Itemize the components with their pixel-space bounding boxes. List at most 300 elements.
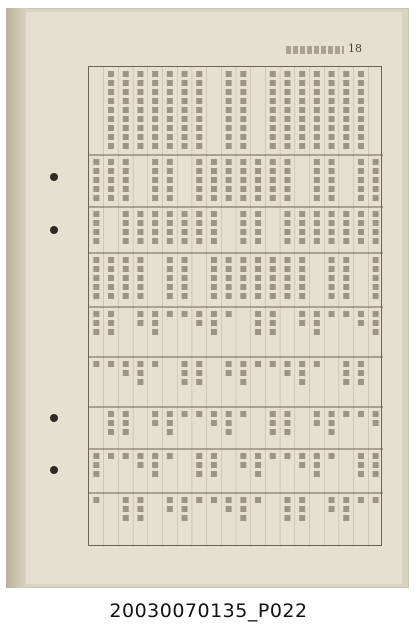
vertical-text-glyph: [108, 420, 114, 426]
vertical-text-glyph: [299, 80, 305, 86]
vertical-text-glyph: [167, 143, 173, 149]
vertical-text-glyph: [123, 257, 129, 263]
vertical-text-glyph: [314, 107, 320, 113]
vertical-text-glyph: [329, 143, 335, 149]
vertical-text-glyph: [226, 506, 232, 512]
vertical-text-glyph: [182, 370, 188, 376]
vertical-text-glyph: [123, 71, 129, 77]
vertical-text-glyph: [299, 293, 305, 299]
vertical-text-glyph: [196, 379, 202, 385]
vertical-text-glyph: [329, 159, 335, 165]
vertical-text-glyph: [211, 195, 217, 201]
vertical-text-glyph: [270, 453, 276, 459]
vertical-text-glyph: [343, 361, 349, 367]
vertical-text-glyph: [152, 420, 158, 426]
vertical-text-glyph: [182, 98, 188, 104]
vertical-text-glyph: [226, 429, 232, 435]
vertical-text-glyph: [343, 257, 349, 263]
vertical-text-glyph: [255, 453, 261, 459]
vertical-text-glyph: [93, 497, 99, 503]
vertical-text-glyph: [373, 266, 379, 272]
vertical-text-glyph: [167, 80, 173, 86]
vertical-text-glyph: [167, 453, 173, 459]
vertical-text-glyph: [167, 159, 173, 165]
vertical-text-glyph: [358, 211, 364, 217]
vertical-text-glyph: [270, 411, 276, 417]
vertical-text-glyph: [211, 229, 217, 235]
vertical-text-glyph: [343, 411, 349, 417]
vertical-text-glyph: [196, 134, 202, 140]
vertical-text-glyph: [196, 361, 202, 367]
vertical-text-glyph: [123, 229, 129, 235]
vertical-text-glyph: [299, 238, 305, 244]
vertical-text-glyph: [123, 220, 129, 226]
vertical-text-glyph: [299, 98, 305, 104]
vertical-text-glyph: [182, 107, 188, 113]
vertical-text-glyph: [284, 220, 290, 226]
vertical-text-glyph: [343, 211, 349, 217]
vertical-text-glyph: [137, 89, 143, 95]
vertical-text-glyph: [373, 471, 379, 477]
vertical-text-glyph: [196, 177, 202, 183]
vertical-text-glyph: [240, 462, 246, 468]
vertical-text-glyph: [167, 89, 173, 95]
vertical-text-glyph: [299, 284, 305, 290]
vertical-text-glyph: [123, 420, 129, 426]
vertical-text-glyph: [226, 420, 232, 426]
vertical-text-glyph: [299, 379, 305, 385]
vertical-text-glyph: [329, 311, 335, 317]
vertical-text-glyph: [255, 211, 261, 217]
binding-edge: [6, 8, 28, 588]
vertical-text-glyph: [211, 257, 217, 263]
vertical-text-glyph: [240, 125, 246, 131]
vertical-text-glyph: [137, 266, 143, 272]
vertical-text-glyph: [211, 453, 217, 459]
vertical-text-glyph: [226, 257, 232, 263]
vertical-text-glyph: [284, 177, 290, 183]
vertical-text-glyph: [182, 515, 188, 521]
vertical-text-glyph: [270, 311, 276, 317]
vertical-text-glyph: [93, 361, 99, 367]
vertical-text-glyph: [240, 293, 246, 299]
vertical-text-glyph: [314, 220, 320, 226]
vertical-text-glyph: [152, 229, 158, 235]
vertical-text-glyph: [152, 453, 158, 459]
vertical-text-glyph: [211, 320, 217, 326]
vertical-text-glyph: [299, 211, 305, 217]
vertical-text-glyph: [167, 220, 173, 226]
vertical-text-glyph: [373, 238, 379, 244]
vertical-text-glyph: [226, 186, 232, 192]
vertical-text-glyph: [123, 125, 129, 131]
vertical-text-glyph: [137, 293, 143, 299]
vertical-text-glyph: [108, 311, 114, 317]
vertical-text-glyph: [211, 159, 217, 165]
vertical-text-glyph: [226, 370, 232, 376]
vertical-text-glyph: [240, 229, 246, 235]
vertical-text-glyph: [167, 311, 173, 317]
vertical-text-glyph: [358, 462, 364, 468]
vertical-text-glyph: [329, 89, 335, 95]
vertical-text-glyph: [123, 80, 129, 86]
vertical-text-glyph: [108, 453, 114, 459]
vertical-text-glyph: [314, 462, 320, 468]
vertical-text-glyph: [284, 195, 290, 201]
vertical-text-glyph: [152, 168, 158, 174]
vertical-text-glyph: [226, 98, 232, 104]
vertical-text-glyph: [329, 284, 335, 290]
vertical-text-glyph: [343, 293, 349, 299]
vertical-text-glyph: [108, 293, 114, 299]
vertical-text-glyph: [123, 143, 129, 149]
vertical-text-glyph: [211, 266, 217, 272]
vertical-text-glyph: [373, 229, 379, 235]
vertical-text-glyph: [182, 125, 188, 131]
vertical-text-glyph: [93, 257, 99, 263]
vertical-text-glyph: [108, 177, 114, 183]
vertical-text-glyph: [284, 134, 290, 140]
vertical-text-glyph: [108, 257, 114, 263]
vertical-text-glyph: [152, 238, 158, 244]
vertical-text-glyph: [152, 220, 158, 226]
vertical-text-glyph: [329, 420, 335, 426]
vertical-text-glyph: [373, 168, 379, 174]
vertical-text-glyph: [314, 116, 320, 122]
vertical-text-glyph: [358, 361, 364, 367]
vertical-text-glyph: [270, 257, 276, 263]
vertical-text-glyph: [240, 177, 246, 183]
vertical-text-glyph: [196, 168, 202, 174]
vertical-text-glyph: [284, 266, 290, 272]
vertical-text-glyph: [152, 143, 158, 149]
vertical-text-glyph: [123, 89, 129, 95]
vertical-text-glyph: [329, 497, 335, 503]
vertical-text-glyph: [329, 80, 335, 86]
vertical-text-glyph: [329, 71, 335, 77]
vertical-text-glyph: [240, 107, 246, 113]
vertical-text-glyph: [329, 293, 335, 299]
vertical-text-glyph: [108, 361, 114, 367]
vertical-text-glyph: [196, 80, 202, 86]
vertical-text-glyph: [358, 320, 364, 326]
vertical-text-glyph: [93, 195, 99, 201]
vertical-text-glyph: [270, 195, 276, 201]
vertical-text-glyph: [123, 275, 129, 281]
vertical-text-glyph: [167, 186, 173, 192]
vertical-text-glyph: [182, 311, 188, 317]
vertical-text-glyph: [211, 471, 217, 477]
vertical-text-glyph: [167, 116, 173, 122]
vertical-text-glyph: [343, 379, 349, 385]
vertical-text-glyph: [314, 98, 320, 104]
vertical-text-glyph: [373, 420, 379, 426]
vertical-text-glyph: [314, 71, 320, 77]
vertical-text-glyph: [196, 462, 202, 468]
vertical-text-glyph: [240, 80, 246, 86]
vertical-text-glyph: [240, 497, 246, 503]
vertical-text-glyph: [182, 257, 188, 263]
vertical-text-glyph: [255, 159, 261, 165]
vertical-text-glyph: [314, 329, 320, 335]
vertical-text-glyph: [152, 159, 158, 165]
binding-hole: [50, 173, 58, 181]
vertical-text-glyph: [226, 361, 232, 367]
page-number: 18: [348, 42, 362, 55]
vertical-text-glyph: [299, 107, 305, 113]
vertical-text-glyph: [314, 320, 320, 326]
vertical-text-glyph: [358, 238, 364, 244]
vertical-text-glyph: [240, 266, 246, 272]
vertical-text-glyph: [240, 284, 246, 290]
vertical-text-glyph: [358, 143, 364, 149]
vertical-text-glyph: [123, 361, 129, 367]
vertical-text-glyph: [108, 168, 114, 174]
vertical-text-glyph: [314, 143, 320, 149]
vertical-text-glyph: [240, 168, 246, 174]
vertical-text-glyph: [329, 229, 335, 235]
vertical-text-glyph: [284, 89, 290, 95]
vertical-text-glyph: [329, 168, 335, 174]
vertical-text-glyph: [196, 220, 202, 226]
vertical-text-glyph: [226, 125, 232, 131]
vertical-text-glyph: [196, 98, 202, 104]
vertical-text-glyph: [167, 257, 173, 263]
vertical-text-glyph: [240, 257, 246, 263]
vertical-text-glyph: [196, 159, 202, 165]
vertical-text-glyph: [240, 134, 246, 140]
vertical-text-glyph: [137, 134, 143, 140]
vertical-text-glyph: [373, 195, 379, 201]
vertical-text-glyph: [255, 497, 261, 503]
vertical-text-glyph: [284, 361, 290, 367]
vertical-text-glyph: [358, 229, 364, 235]
vertical-text-glyph: [196, 89, 202, 95]
vertical-text-glyph: [123, 107, 129, 113]
vertical-text-glyph: [299, 462, 305, 468]
vertical-text-glyph: [255, 471, 261, 477]
vertical-text-glyph: [123, 211, 129, 217]
vertical-text-glyph: [167, 229, 173, 235]
vertical-text-glyph: [255, 229, 261, 235]
vertical-text-glyph: [240, 238, 246, 244]
vertical-text-glyph: [152, 71, 158, 77]
vertical-text-glyph: [196, 453, 202, 459]
vertical-text-glyph: [358, 453, 364, 459]
vertical-text-glyph: [123, 195, 129, 201]
vertical-text-glyph: [373, 177, 379, 183]
vertical-text-glyph: [373, 211, 379, 217]
vertical-text-glyph: [299, 361, 305, 367]
vertical-text-glyph: [196, 311, 202, 317]
vertical-text-glyph: [152, 471, 158, 477]
vertical-text-glyph: [152, 98, 158, 104]
vertical-text-glyph: [182, 134, 188, 140]
vertical-text-glyph: [329, 257, 335, 263]
vertical-text-glyph: [167, 168, 173, 174]
vertical-text-glyph: [211, 497, 217, 503]
vertical-text-glyph: [358, 89, 364, 95]
vertical-text-glyph: [226, 284, 232, 290]
vertical-text-glyph: [226, 293, 232, 299]
vertical-text-glyph: [226, 195, 232, 201]
vertical-text-glyph: [123, 370, 129, 376]
vertical-text-glyph: [137, 497, 143, 503]
running-header: [286, 34, 386, 66]
vertical-text-glyph: [284, 506, 290, 512]
vertical-text-glyph: [270, 284, 276, 290]
vertical-text-glyph: [226, 107, 232, 113]
vertical-text-glyph: [167, 177, 173, 183]
vertical-text-glyph: [255, 311, 261, 317]
vertical-text-glyph: [299, 320, 305, 326]
binding-hole: [50, 466, 58, 474]
vertical-text-glyph: [299, 71, 305, 77]
vertical-text-glyph: [123, 284, 129, 290]
vertical-text-glyph: [182, 293, 188, 299]
vertical-text-glyph: [343, 98, 349, 104]
vertical-text-glyph: [93, 220, 99, 226]
vertical-text-glyph: [152, 80, 158, 86]
vertical-text-glyph: [182, 80, 188, 86]
vertical-text-glyph: [255, 329, 261, 335]
vertical-text-glyph: [152, 89, 158, 95]
vertical-text-glyph: [255, 186, 261, 192]
vertical-text-glyph: [343, 107, 349, 113]
vertical-text-glyph: [196, 107, 202, 113]
vertical-text-glyph: [226, 168, 232, 174]
vertical-text-glyph: [226, 497, 232, 503]
vertical-text-glyph: [270, 266, 276, 272]
vertical-text-glyph: [373, 159, 379, 165]
vertical-text-glyph: [255, 257, 261, 263]
vertical-text-glyph: [314, 453, 320, 459]
vertical-text-glyph: [123, 515, 129, 521]
vertical-text-glyph: [343, 311, 349, 317]
vertical-text-glyph: [343, 125, 349, 131]
vertical-text-glyph: [358, 125, 364, 131]
vertical-text-glyph: [373, 275, 379, 281]
vertical-text-glyph: [108, 116, 114, 122]
vertical-text-glyph: [152, 211, 158, 217]
vertical-text-glyph: [373, 293, 379, 299]
vertical-text-glyph: [137, 320, 143, 326]
vertical-text-glyph: [152, 329, 158, 335]
vertical-text-glyph: [240, 71, 246, 77]
vertical-text-glyph: [167, 506, 173, 512]
vertical-text-glyph: [255, 462, 261, 468]
vertical-text-glyph: [284, 497, 290, 503]
vertical-text-glyph: [314, 125, 320, 131]
vertical-text-glyph: [343, 284, 349, 290]
vertical-text-glyph: [137, 71, 143, 77]
vertical-text-glyph: [182, 275, 188, 281]
vertical-text-glyph: [358, 71, 364, 77]
vertical-text-glyph: [343, 497, 349, 503]
vertical-text-glyph: [358, 471, 364, 477]
vertical-text-glyph: [167, 420, 173, 426]
vertical-text-glyph: [211, 284, 217, 290]
vertical-text-glyph: [373, 220, 379, 226]
vertical-text-glyph: [284, 370, 290, 376]
vertical-text-glyph: [93, 462, 99, 468]
vertical-text-glyph: [137, 275, 143, 281]
vertical-text-glyph: [299, 506, 305, 512]
vertical-text-glyph: [137, 116, 143, 122]
vertical-text-glyph: [299, 275, 305, 281]
vertical-text-glyph: [196, 125, 202, 131]
vertical-text-glyph: [123, 506, 129, 512]
vertical-text-glyph: [270, 116, 276, 122]
vertical-text-glyph: [329, 275, 335, 281]
vertical-text-glyph: [343, 275, 349, 281]
vertical-text-glyph: [167, 429, 173, 435]
vertical-text-glyph: [211, 211, 217, 217]
vertical-text-glyph: [108, 125, 114, 131]
vertical-text-glyph: [299, 125, 305, 131]
vertical-text-glyph: [123, 497, 129, 503]
vertical-text-glyph: [299, 515, 305, 521]
vertical-text-glyph: [196, 143, 202, 149]
vertical-text-glyph: [108, 329, 114, 335]
vertical-text-glyph: [255, 284, 261, 290]
vertical-text-glyph: [137, 80, 143, 86]
vertical-text-glyph: [167, 98, 173, 104]
vertical-text-glyph: [373, 329, 379, 335]
vertical-text-glyph: [137, 284, 143, 290]
vertical-text-glyph: [299, 370, 305, 376]
vertical-text-glyph: [93, 275, 99, 281]
vertical-text-glyph: [329, 195, 335, 201]
vertical-text-glyph: [167, 293, 173, 299]
vertical-text-glyph: [123, 159, 129, 165]
vertical-text-glyph: [137, 238, 143, 244]
vertical-text-glyph: [226, 266, 232, 272]
vertical-text-glyph: [270, 71, 276, 77]
vertical-text-glyph: [108, 320, 114, 326]
vertical-text-glyph: [314, 229, 320, 235]
vertical-text-glyph: [343, 515, 349, 521]
vertical-text-glyph: [211, 293, 217, 299]
vertical-text-glyph: [270, 186, 276, 192]
vertical-text-glyph: [137, 107, 143, 113]
vertical-text-glyph: [240, 89, 246, 95]
vertical-text-glyph: [167, 134, 173, 140]
vertical-text-glyph: [123, 238, 129, 244]
vertical-text-glyph: [226, 411, 232, 417]
vertical-text-glyph: [240, 195, 246, 201]
vertical-text-glyph: [284, 143, 290, 149]
vertical-text-glyph: [93, 186, 99, 192]
vertical-text-glyph: [343, 80, 349, 86]
vertical-text-glyph: [196, 370, 202, 376]
vertical-text-glyph: [314, 311, 320, 317]
vertical-text-glyph: [226, 71, 232, 77]
vertical-text-glyph: [167, 275, 173, 281]
vertical-text-glyph: [108, 80, 114, 86]
vertical-text-glyph: [182, 211, 188, 217]
vertical-text-glyph: [226, 159, 232, 165]
vertical-text-glyph: [314, 471, 320, 477]
vertical-text-glyph: [255, 220, 261, 226]
vertical-text-glyph: [152, 107, 158, 113]
vertical-text-glyph: [108, 71, 114, 77]
vertical-text-glyph: [255, 293, 261, 299]
vertical-text-glyph: [226, 311, 232, 317]
vertical-text-glyph: [93, 168, 99, 174]
vertical-text-glyph: [314, 89, 320, 95]
vertical-text-glyph: [329, 238, 335, 244]
